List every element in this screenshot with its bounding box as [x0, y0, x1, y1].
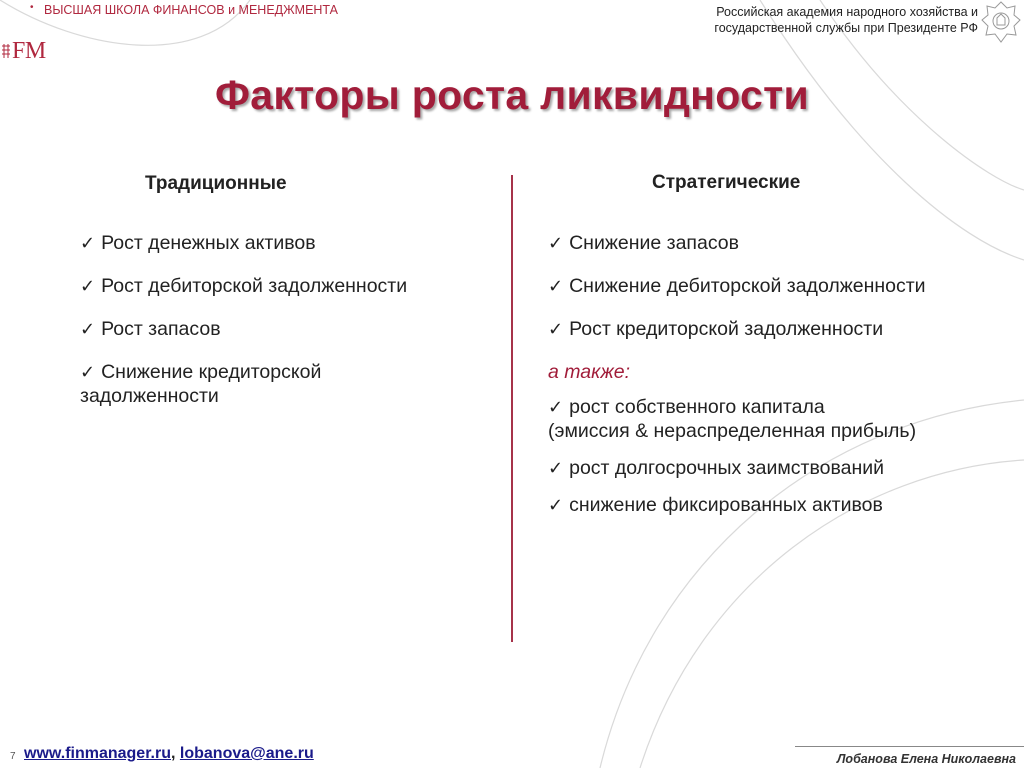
- list-item-text: Рост денежных активов: [101, 232, 316, 254]
- list-item: [548, 395, 1018, 443]
- list-item: [80, 360, 380, 408]
- list-item-text: Рост кредиторской задолженности: [569, 318, 884, 340]
- footer-divider: [795, 746, 1024, 747]
- list-item-text: Рост дебиторской задолженности: [101, 275, 408, 297]
- academy-line-2: государственной службы при Президенте РФ: [714, 21, 978, 35]
- emblem-icon: [980, 0, 1022, 46]
- list-item: [80, 231, 500, 255]
- list-item: [548, 231, 1018, 255]
- list-item: [80, 317, 500, 341]
- check-icon: ✓: [80, 233, 96, 253]
- list-item: [548, 493, 1018, 517]
- list-item-text: снижение фиксированных активов: [569, 494, 883, 516]
- author-name: Лобанова Елена Николаевна: [836, 752, 1016, 766]
- right-column-heading: Стратегические: [652, 172, 801, 193]
- check-icon: ✓: [80, 362, 96, 382]
- school-name: [30, 2, 338, 17]
- left-column-heading: Традиционные: [145, 173, 287, 194]
- list-item-text: Снижение запасов: [569, 232, 740, 254]
- list-item: [548, 317, 1018, 341]
- check-icon: ✓: [548, 397, 564, 417]
- check-icon: ✓: [548, 495, 564, 515]
- list-item: [80, 274, 500, 298]
- list-item-text: Снижение дебиторской задолженности: [569, 275, 926, 297]
- bullet-dot: •: [30, 2, 34, 13]
- list-item: [548, 456, 1018, 480]
- column-divider: [511, 175, 513, 642]
- list-item-subtext: (эмиссия & нераспределенная прибыль): [548, 420, 917, 442]
- list-item-text: Рост запасов: [101, 318, 221, 340]
- check-icon: ✓: [548, 276, 564, 296]
- list-item-text: рост долгосрочных заимствований: [569, 457, 884, 479]
- traditional-factors-list: [80, 231, 500, 427]
- check-icon: ✓: [548, 233, 564, 253]
- also-label: а также:: [548, 361, 631, 383]
- email-link[interactable]: lobanova@ane.ru: [179, 745, 314, 762]
- footer-links: [24, 745, 314, 763]
- academy-name: [678, 4, 978, 36]
- check-icon: ✓: [548, 319, 564, 339]
- school-name-text: ВЫСШАЯ ШКОЛА ФИНАНСОВ и МЕНЕДЖМЕНТА: [44, 3, 338, 17]
- list-item: [548, 274, 1018, 298]
- check-icon: ✓: [80, 319, 96, 339]
- page-number: 7: [10, 751, 16, 762]
- link-separator: ,: [171, 745, 176, 762]
- check-icon: ✓: [80, 276, 96, 296]
- academy-line-1: Российская академия народного хозяйства и: [716, 5, 978, 19]
- logo-text: FM: [12, 38, 46, 64]
- check-icon: ✓: [548, 458, 564, 478]
- list-item-text: рост собственного капитала: [569, 396, 825, 418]
- strategic-factors-list: [548, 231, 1018, 530]
- page-title: Факторы роста ликвидности: [214, 72, 810, 118]
- list-item-text: Снижение кредиторской задолженности: [80, 361, 322, 407]
- website-link[interactable]: www.finmanager.ru: [24, 745, 171, 762]
